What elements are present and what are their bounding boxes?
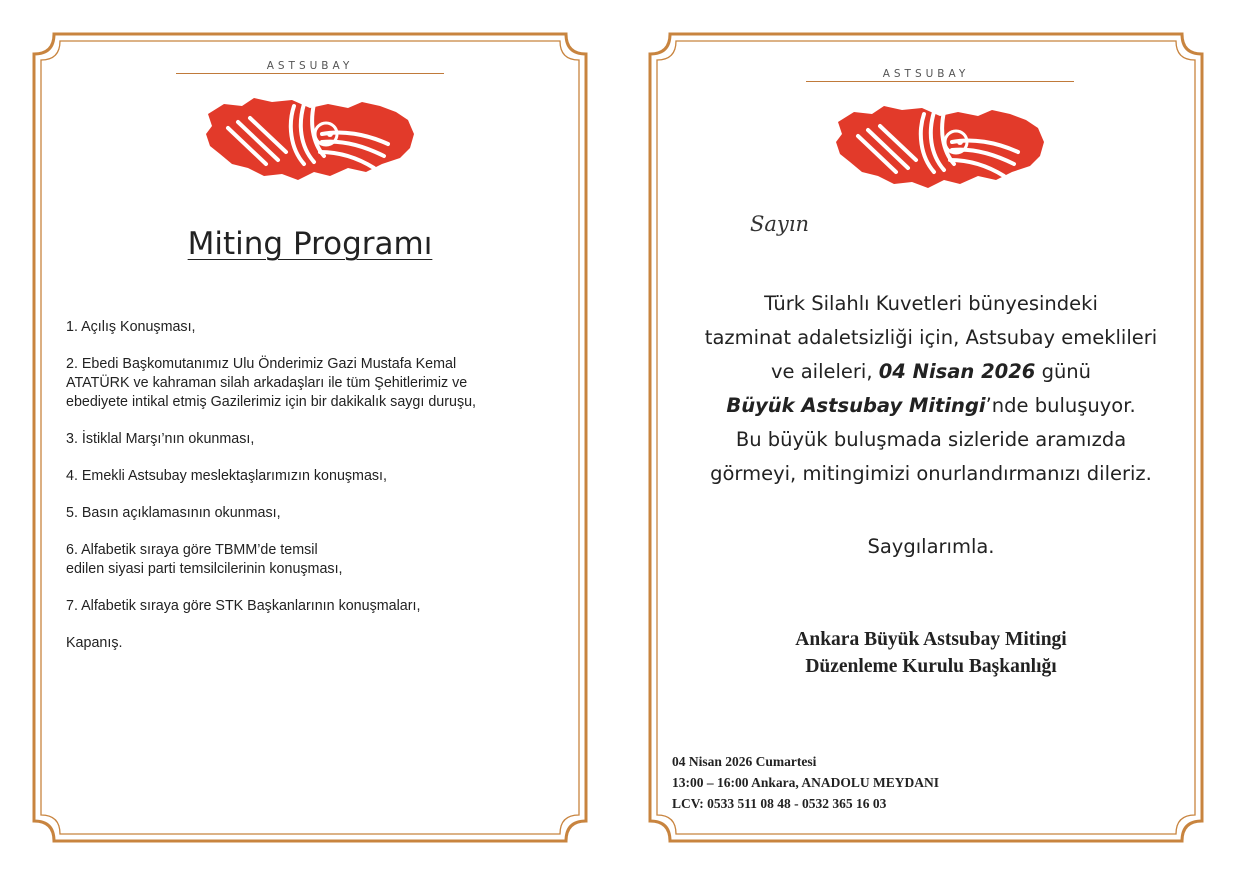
brand-label: ASTSUBAY <box>266 60 354 72</box>
turkey-map-emblem-icon <box>202 94 418 186</box>
event-details-footer <box>672 751 939 814</box>
invitation-message: Türk Silahlı Kuvetleri bünyesindeki tazminat adaletsizliği için, Astsubay emeklileri ve aileleri, 04 Nisan 2026 günü Büyük Astsubay Mitingi’nde buluşuyor. Bu büyük buluşmada sizleride aramızda görmeyi, mitingimizi onurlandırmanızı dileriz. <box>704 292 1158 485</box>
signature-block: Ankara Büyük Astsubay Mitingi Düzenleme Kurulu Başkanlığı <box>795 629 1067 677</box>
list-item: Kapanış. <box>66 635 123 651</box>
event-date: 04 Nisan 2026 Cumartesi <box>672 754 817 769</box>
list-item: 4. Emekli Astsubay meslektaşlarımızın konuşması, <box>66 468 388 484</box>
event-name-highlight: Büyük Astsubay Mitingi <box>726 394 986 417</box>
program-card <box>30 30 590 845</box>
event-time-location: 13:00 – 16:00 Ankara, ANADOLU MEYDANI <box>672 775 940 790</box>
list-item: 2. Ebedi Başkomutanımız Ulu Önderimiz Gazi Mustafa Kemal ATATÜRK ve kahraman silah arkadaşları ile tüm Şehitlerimiz ve ebediyete intikal etmiş Gazilerimiz için bir dakikalık saygı duruşu, <box>66 356 477 410</box>
regards-text: Saygılarımla. <box>867 535 995 558</box>
page-title: Miting Programı <box>187 226 433 262</box>
list-item: 3. İstiklal Marşı’nın okunması, <box>66 431 255 447</box>
brand-divider <box>176 73 444 74</box>
list-item: 6. Alfabetik sıraya göre TBMM’de temsil edilen siyasi parti temsilcilerinin konuşması, <box>66 542 343 577</box>
invitation-card <box>646 30 1206 845</box>
turkey-map-emblem-icon <box>832 102 1048 194</box>
rsvp-phones: LCV: 0533 511 08 48 - 0532 365 16 03 <box>672 796 887 811</box>
list-item: 1. Açılış Konuşması, <box>66 319 196 335</box>
salutation: Sayın <box>750 212 810 236</box>
brand-divider <box>806 81 1074 82</box>
program-list <box>66 318 566 671</box>
list-item: 7. Alfabetik sıraya göre STK Başkanlarının konuşmaları, <box>66 598 421 614</box>
brand-label: ASTSUBAY <box>882 68 970 80</box>
list-item: 5. Basın açıklamasının okunması, <box>66 505 281 521</box>
event-date-highlight: 04 Nisan 2026 <box>878 360 1036 383</box>
